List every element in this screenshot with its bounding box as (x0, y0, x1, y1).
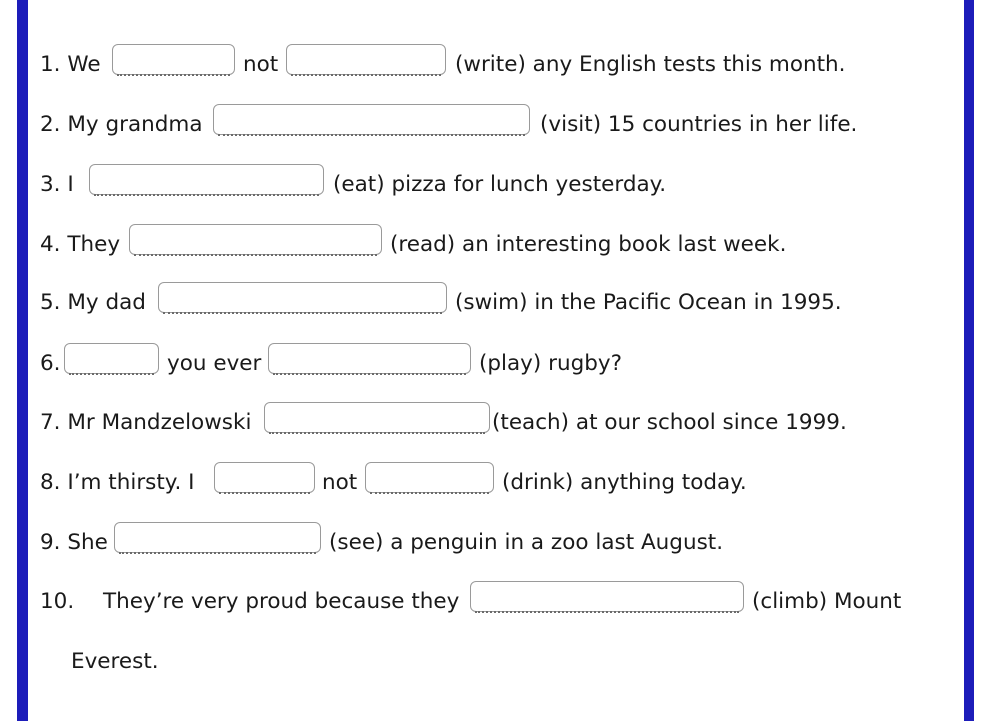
question-10 (0, 581, 991, 617)
question-8 (0, 462, 991, 498)
dotted-line (163, 312, 442, 314)
answer-input-1b[interactable] (286, 44, 446, 75)
question-text: (write) any English tests this month. (455, 52, 846, 77)
question-text: (teach) at our school since 1999. (492, 410, 847, 435)
question-text: (visit) 15 countries in her life. (540, 112, 858, 137)
question-text: 2. My grandma (40, 112, 203, 137)
dotted-line (117, 74, 230, 76)
dotted-line (370, 492, 489, 494)
question-1 (0, 44, 991, 80)
dotted-line (273, 373, 466, 375)
question-6 (0, 343, 991, 379)
dotted-line (291, 74, 441, 76)
answer-input-1a[interactable] (112, 44, 235, 75)
question-text: 5. My dad (40, 290, 146, 315)
dotted-line (269, 432, 485, 434)
question-text: (see) a penguin in a zoo last August. (329, 530, 724, 555)
question-text: They’re very proud because they (103, 589, 460, 614)
question-text: 6. (40, 351, 61, 376)
question-text: 10. (40, 589, 75, 614)
question-text: 7. Mr Mandzelowski (40, 410, 252, 435)
question-text: 3. I (40, 172, 74, 197)
question-text: 1. We (40, 52, 101, 77)
answer-input-9[interactable] (114, 522, 321, 553)
question-text: (read) an interesting book last week. (390, 232, 787, 257)
answer-input-10[interactable] (470, 581, 744, 612)
answer-input-3[interactable] (89, 164, 324, 195)
answer-input-7[interactable] (264, 402, 490, 433)
answer-input-6b[interactable] (268, 343, 471, 374)
answer-input-5[interactable] (158, 282, 447, 313)
question-text: not (322, 470, 358, 495)
question-text: (eat) pizza for lunch yesterday. (333, 172, 667, 197)
dotted-line (475, 611, 739, 613)
question-5 (0, 282, 991, 318)
question-text: you ever (167, 351, 262, 376)
question-text: (drink) anything today. (502, 470, 747, 495)
dotted-line (134, 254, 377, 256)
question-text: (play) rugby? (479, 351, 623, 376)
question-text: 9. She (40, 530, 108, 555)
question-text: not (243, 52, 279, 77)
question-text: (climb) Mount (752, 589, 902, 614)
answer-input-6a[interactable] (64, 343, 159, 374)
question-2 (0, 104, 991, 140)
dotted-line (94, 194, 319, 196)
dotted-line (69, 373, 154, 375)
question-text: 8. I’m thirsty. I (40, 470, 195, 495)
answer-input-2[interactable] (213, 104, 530, 135)
answer-input-8b[interactable] (365, 462, 494, 493)
question-text: Everest. (71, 649, 159, 674)
question-4 (0, 224, 991, 260)
question-10-continuation (0, 641, 991, 677)
dotted-line (218, 134, 525, 136)
question-7 (0, 402, 991, 438)
dotted-line (119, 552, 316, 554)
question-9 (0, 522, 991, 558)
question-3 (0, 164, 991, 200)
answer-input-4[interactable] (129, 224, 382, 255)
answer-input-8a[interactable] (214, 462, 315, 493)
question-text: (swim) in the Pacific Ocean in 1995. (455, 290, 842, 315)
question-text: 4. They (40, 232, 121, 257)
dotted-line (219, 492, 310, 494)
